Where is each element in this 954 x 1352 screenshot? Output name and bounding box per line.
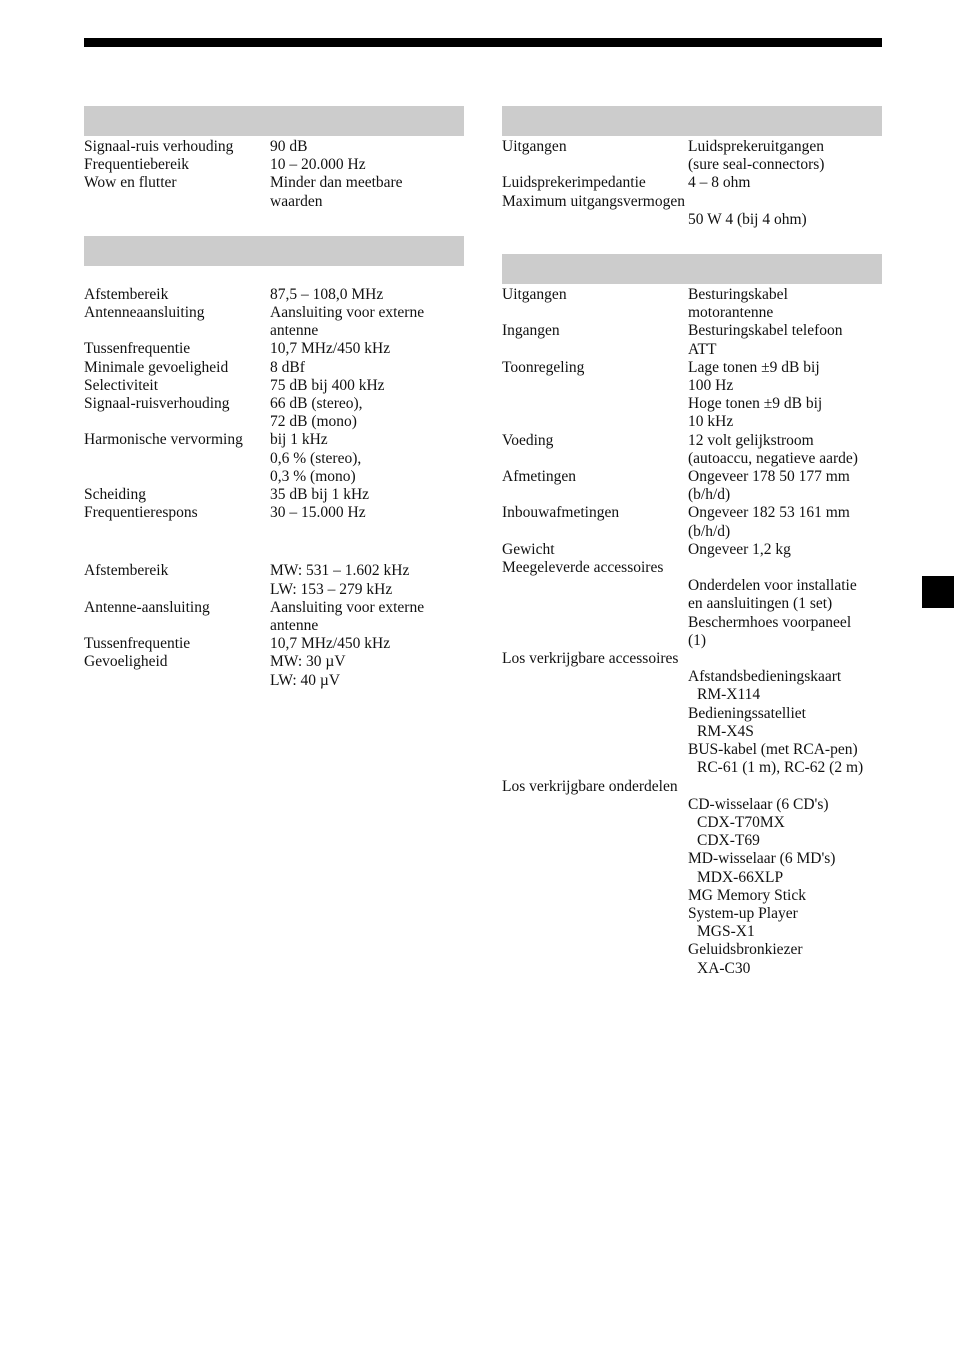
spec-value	[270, 431, 464, 486]
spec-value-line: Ongeveer 182 53 161 mm	[688, 504, 850, 522]
spec-value	[270, 653, 464, 689]
spec-row	[502, 468, 882, 504]
spec-label: Signaal-ruis verhouding	[84, 138, 234, 155]
spec-value-line: bij 1 kHz	[270, 431, 328, 449]
spec-row	[84, 304, 464, 340]
spec-value	[270, 486, 464, 504]
spec-value-line: Afstandsbedieningskaart	[688, 668, 842, 686]
spec-value-line: MW: 531 – 1.602 kHz	[270, 562, 410, 580]
spec-value-line: 8 dBf	[270, 358, 305, 376]
spec-value-line: antenne	[270, 617, 319, 635]
spec-row	[502, 432, 882, 468]
spec-value-line: XA-C30	[697, 959, 751, 977]
spec-row	[84, 156, 464, 174]
spec-label: Afstembereik	[84, 562, 169, 580]
spec-value	[270, 359, 464, 377]
spec-value	[270, 156, 464, 174]
spec-label: Inbouwafmetingen	[502, 504, 620, 522]
spec-row	[502, 541, 882, 559]
spec-row	[502, 504, 882, 540]
spec-row	[502, 174, 882, 192]
spec-value-line: 72 dB (mono)	[270, 413, 357, 431]
spec-label: Uitgangen	[502, 286, 567, 304]
spec-value-line: 10,7 MHz/450 kHz	[270, 635, 391, 653]
spec-value-line: MGS-X1	[697, 923, 755, 941]
spec-value-line: MD-wisselaar (6 MD's)	[688, 850, 836, 868]
spec-value-line: 10 – 20.000 Hz	[270, 156, 366, 174]
spec-value-line: Luidsprekeruitgangen	[688, 138, 825, 155]
spec-value	[270, 599, 464, 635]
spec-value	[688, 286, 882, 322]
spec-label: Toonregeling	[502, 358, 585, 376]
spec-list-general	[502, 286, 882, 978]
spec-value	[688, 138, 882, 174]
spec-label: Frequentiebereik	[84, 156, 190, 174]
spec-value-line: System-up Player	[688, 904, 798, 922]
spec-value-line: 0,6 % (stereo),	[270, 449, 362, 467]
spec-list-deck	[84, 138, 464, 211]
spec-label: Afstembereik	[84, 285, 169, 303]
spec-label: Los verkrijgbare accessoires	[502, 650, 679, 668]
spec-value	[270, 304, 464, 340]
spec-value	[270, 504, 464, 522]
spec-value	[688, 468, 882, 504]
spec-row	[84, 359, 464, 377]
spec-row	[84, 377, 464, 395]
spec-value-line: antenne	[270, 322, 319, 340]
spec-value	[688, 541, 882, 559]
spec-value-line: 4 – 8 ohm	[688, 174, 751, 192]
spec-label: Meegeleverde accessoires	[502, 559, 664, 577]
spec-value-line: Minder dan meetbare	[270, 174, 403, 192]
top-rule	[84, 38, 882, 47]
spec-row	[84, 486, 464, 504]
spec-row	[502, 359, 882, 432]
spec-value-line: Aansluiting voor externe	[270, 304, 425, 322]
spec-value-line: (1)	[688, 631, 707, 649]
spec-label: Gewicht	[502, 540, 555, 558]
spec-label: Gevoeligheid	[84, 653, 168, 671]
spec-label: Antenneaansluiting	[84, 304, 205, 322]
spec-value-line: (b/h/d)	[688, 522, 731, 540]
spec-value	[688, 504, 882, 540]
spec-label: Uitgangen	[502, 138, 567, 155]
spec-row	[84, 138, 464, 156]
spec-value-line: Besturingskabel telefoon	[688, 322, 843, 340]
spec-row	[84, 653, 464, 689]
page-side-tab	[922, 576, 954, 608]
spec-value-line: Besturingskabel	[688, 286, 788, 304]
spec-value-line: (sure seal-connectors)	[688, 156, 825, 174]
spec-value-line: MG Memory Stick	[688, 886, 806, 904]
spec-row	[84, 635, 464, 653]
left-column	[84, 106, 464, 690]
spec-row	[84, 340, 464, 358]
spec-value-line: 10 kHz	[688, 413, 734, 431]
spec-value-line: CDX-T69	[697, 832, 760, 850]
spec-list-am	[84, 562, 464, 689]
spec-value-line: CDX-T70MX	[697, 813, 785, 831]
spec-label: Luidsprekerimpedantie	[502, 174, 646, 192]
spec-value	[270, 286, 464, 304]
spec-value-line: MDX-66XLP	[697, 868, 784, 886]
spec-value	[270, 174, 464, 210]
spec-row	[84, 599, 464, 635]
spec-row	[502, 322, 882, 358]
spec-label: Minimale gevoeligheid	[84, 358, 229, 376]
spec-value-line: BUS-kabel (met RCA-pen)	[688, 741, 858, 759]
spec-value-line: 66 dB (stereo),	[270, 395, 363, 413]
spec-label: Wow en flutter	[84, 174, 177, 192]
spec-value-line: Aansluiting voor externe	[270, 598, 425, 616]
spec-value-line: Bedieningssatelliet	[688, 704, 806, 722]
spec-label: Ingangen	[502, 322, 560, 340]
spec-value-line: Onderdelen voor installatie	[688, 577, 857, 595]
spec-value-line: MW: 30 µV	[270, 653, 346, 671]
spec-value-line: RC-61 (1 m), RC-62 (2 m)	[697, 759, 864, 777]
section-header-bar-4	[502, 254, 882, 284]
spec-label: Scheiding	[84, 486, 146, 504]
spec-label: Tussenfrequentie	[84, 340, 191, 358]
spec-value-line: 35 dB bij 1 kHz	[270, 486, 370, 504]
section-header-bar-1	[84, 106, 464, 136]
spec-value-line: en aansluitingen (1 set)	[688, 595, 833, 613]
spec-label: Voeding	[502, 431, 554, 449]
spec-label: Tussenfrequentie	[84, 635, 191, 653]
spec-value	[688, 359, 882, 432]
spec-row	[84, 562, 464, 598]
section-header-bar-2	[84, 236, 464, 266]
spec-value-line: LW: 40 µV	[270, 671, 341, 689]
spec-label: Maximum uitgangsvermogen	[502, 192, 685, 210]
spec-value-line: 30 – 15.000 Hz	[270, 504, 366, 522]
spec-value-line: 90 dB	[270, 138, 308, 155]
spec-label: Frequentierespons	[84, 504, 198, 522]
spec-value-line: 87,5 – 108,0 MHz	[270, 285, 384, 303]
spec-value-line: (b/h/d)	[688, 486, 731, 504]
spec-row	[502, 286, 882, 322]
spec-value	[688, 174, 882, 192]
spec-value	[270, 377, 464, 395]
spec-value	[270, 340, 464, 358]
spec-value	[688, 432, 882, 468]
spec-value-line: waarden	[270, 192, 323, 210]
spec-value-line: RM-X114	[697, 686, 761, 704]
spec-value-line: ATT	[688, 340, 717, 358]
spec-label: Antenne-aansluiting	[84, 598, 210, 616]
spec-value-line: 12 volt gelijkstroom	[688, 431, 814, 449]
spec-value-line: (autoaccu, negatieve aarde)	[688, 449, 858, 467]
spec-value-line: 100 Hz	[688, 377, 734, 395]
spec-value-line: 0,3 % (mono)	[270, 467, 356, 485]
spec-value-line: Beschermhoes voorpaneel	[688, 613, 852, 631]
spec-row	[84, 286, 464, 304]
spec-value: 50 W 4 (bij 4 ohm)	[688, 210, 807, 228]
spec-row	[84, 504, 464, 522]
spec-value-line: CD-wisselaar (6 CD's)	[688, 795, 829, 813]
right-column	[502, 106, 882, 978]
spec-value-line: Geluidsbronkiezer	[688, 941, 803, 959]
spec-list-amplifier	[502, 138, 882, 229]
section-header-bar-3	[502, 106, 882, 136]
spec-value-line: LW: 153 – 279 kHz	[270, 580, 393, 598]
spec-row	[84, 395, 464, 431]
spec-row	[84, 174, 464, 210]
spec-value-line: Ongeveer 178 50 177 mm	[688, 468, 850, 486]
spec-value-line: Ongeveer 1,2 kg	[688, 540, 791, 558]
spec-row	[84, 431, 464, 486]
spec-value-line: motorantenne	[688, 304, 774, 322]
spec-value-line: 75 dB bij 400 kHz	[270, 376, 385, 394]
spec-label: Signaal-ruisverhouding	[84, 395, 230, 413]
spec-list-fm	[84, 286, 464, 523]
spec-value-line: RM-X4S	[697, 722, 754, 740]
spec-label: Afmetingen	[502, 468, 577, 486]
spec-value-line: 10,7 MHz/450 kHz	[270, 340, 391, 358]
spec-value-line: Hoge tonen ±9 dB bij	[688, 395, 823, 413]
spec-value	[270, 138, 464, 156]
spec-label: Harmonische vervorming	[84, 431, 243, 449]
spec-value	[270, 562, 464, 598]
spec-label: Los verkrijgbare onderdelen	[502, 777, 678, 795]
spec-value	[688, 322, 882, 358]
spec-row	[502, 138, 882, 174]
spec-value	[270, 395, 464, 431]
spec-value-line: Lage tonen ±9 dB bij	[688, 358, 820, 376]
spec-label: Selectiviteit	[84, 376, 159, 394]
spec-value	[270, 635, 464, 653]
